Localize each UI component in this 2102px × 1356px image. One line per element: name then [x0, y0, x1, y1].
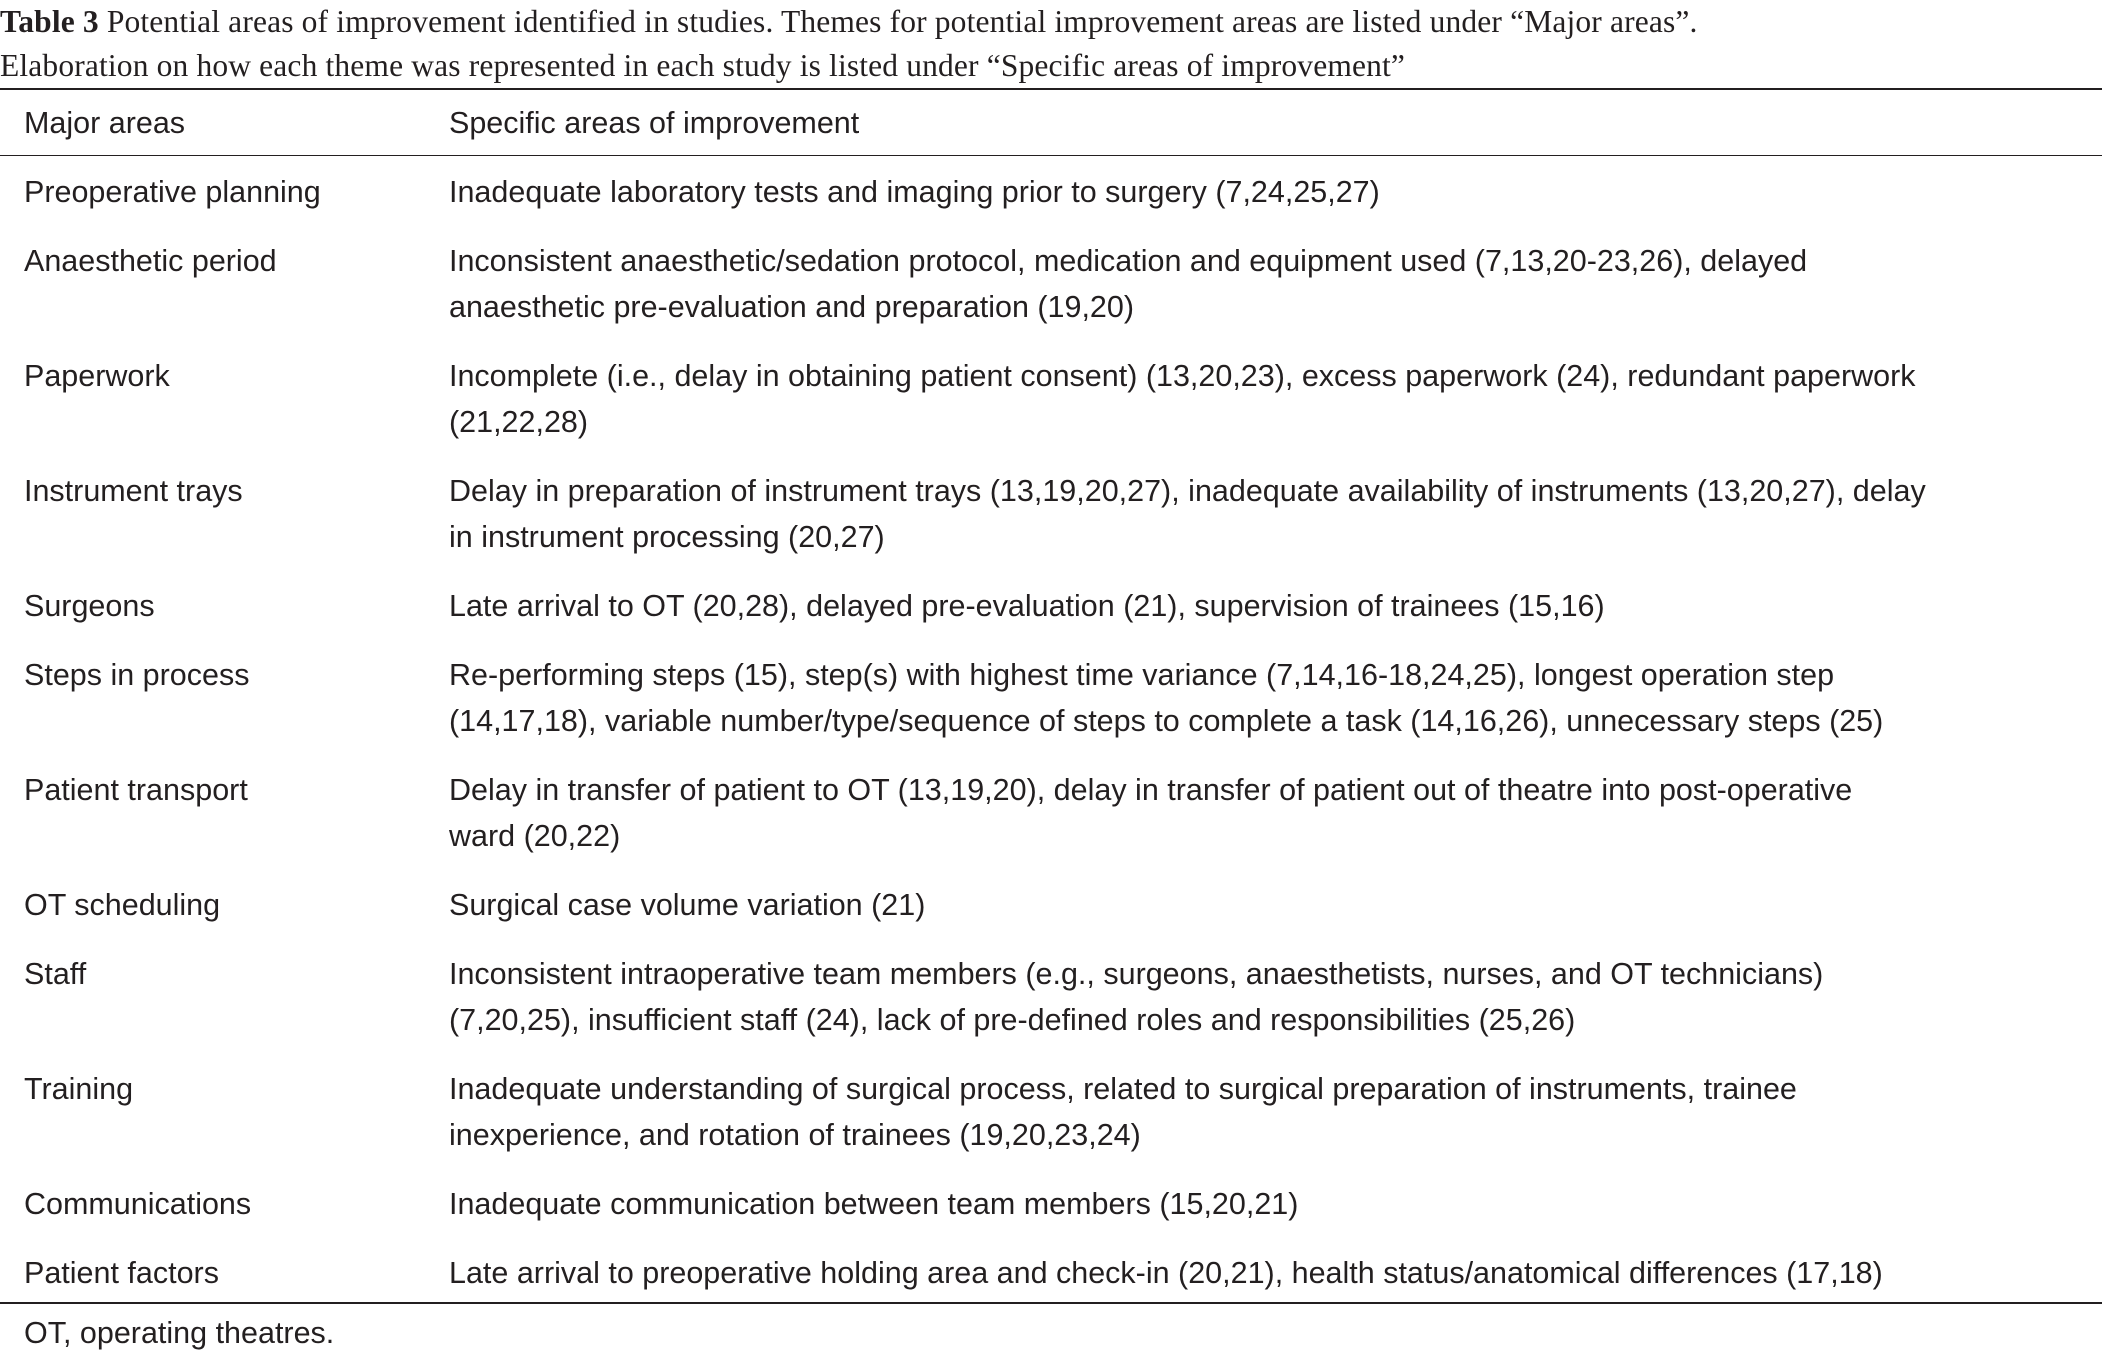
- major-area-cell: Paperwork: [24, 359, 170, 393]
- specific-areas-line: Surgical case volume variation (21): [449, 888, 926, 922]
- specific-areas-line: (7,20,25), insufficient staff (24), lack of pre-defined roles and responsibilities (25,26): [449, 1003, 1576, 1037]
- specific-areas-line: anaesthetic pre-evaluation and preparation (19,20): [449, 290, 1135, 324]
- caption-line-1: [0, 0, 2102, 44]
- specific-areas-cell: [449, 1066, 2101, 1158]
- caption-text-1: Potential areas of improvement identified in studies. Themes for potential improvement areas are listed under “Major areas”.: [98, 4, 1698, 39]
- table-top-rule: [0, 88, 2102, 90]
- table-bottom-rule: [0, 1302, 2102, 1304]
- specific-areas-cell: [449, 652, 2101, 744]
- specific-areas-line: Delay in transfer of patient to OT (13,19,20), delay in transfer of patient out of theatre into post-operative: [449, 773, 1853, 807]
- specific-areas-cell: [449, 882, 2101, 928]
- major-area-cell: Training: [24, 1072, 134, 1106]
- table-footnote: OT, operating theatres.: [24, 1316, 335, 1350]
- specific-areas-cell: [449, 583, 2101, 629]
- specific-areas-line: in instrument processing (20,27): [449, 520, 885, 554]
- specific-areas-cell: [449, 238, 2101, 330]
- major-area-cell: Steps in process: [24, 658, 250, 692]
- caption-line-2: Elaboration on how each theme was represented in each study is listed under “Specific areas of improvement”: [0, 48, 1406, 83]
- specific-areas-line: (21,22,28): [449, 405, 589, 439]
- major-area-cell: Patient transport: [24, 773, 248, 807]
- specific-areas-cell: [449, 468, 2101, 560]
- specific-areas-cell: [449, 951, 2101, 1043]
- major-area-cell: Anaesthetic period: [24, 244, 277, 278]
- specific-areas-cell: [449, 353, 2101, 445]
- specific-areas-line: (14,17,18), variable number/type/sequence of steps to complete a task (14,16,26), unnecessary steps (25): [449, 704, 1884, 738]
- specific-areas-line: ward (20,22): [449, 819, 621, 853]
- major-area-cell: Communications: [24, 1187, 252, 1221]
- specific-areas-line: Late arrival to OT (20,28), delayed pre-evaluation (21), supervision of trainees (15,16): [449, 589, 1605, 623]
- major-area-cell: Patient factors: [24, 1256, 219, 1290]
- specific-areas-line: Inconsistent anaesthetic/sedation protocol, medication and equipment used (7,13,20-23,26), delayed: [449, 244, 1808, 278]
- major-area-cell: Preoperative planning: [24, 175, 321, 209]
- specific-areas-line: Re-performing steps (15), step(s) with highest time variance (7,14,16-18,24,25), longest operation step: [449, 658, 1835, 692]
- table-header-rule: [0, 155, 2102, 156]
- specific-areas-line: Inadequate laboratory tests and imaging prior to surgery (7,24,25,27): [449, 175, 1380, 209]
- specific-areas-cell: [449, 169, 2101, 215]
- specific-areas-cell: [449, 1181, 2101, 1227]
- specific-areas-cell: [449, 1250, 2101, 1296]
- specific-areas-line: Delay in preparation of instrument trays (13,19,20,27), inadequate availability of instruments (13,20,27), delay: [449, 474, 1926, 508]
- table-caption: [0, 0, 2102, 88]
- specific-areas-line: Inadequate communication between team members (15,20,21): [449, 1187, 1299, 1221]
- specific-areas-line: Inadequate understanding of surgical process, related to surgical preparation of instruments, trainee: [449, 1072, 1797, 1106]
- header-major-areas: Major areas: [24, 106, 186, 140]
- header-specific-areas: Specific areas of improvement: [449, 106, 860, 140]
- specific-areas-cell: [449, 767, 2101, 859]
- major-area-cell: Surgeons: [24, 589, 155, 623]
- specific-areas-line: Inconsistent intraoperative team members (e.g., surgeons, anaesthetists, nurses, and OT technicians): [449, 957, 1824, 991]
- caption-label: Table 3: [0, 4, 99, 39]
- specific-areas-line: Late arrival to preoperative holding area and check-in (20,21), health status/anatomical differences (17,18): [449, 1256, 1883, 1290]
- specific-areas-line: Incomplete (i.e., delay in obtaining patient consent) (13,20,23), excess paperwork (24), redundant paperwork: [449, 359, 1916, 393]
- major-area-cell: Instrument trays: [24, 474, 243, 508]
- major-area-cell: Staff: [24, 957, 87, 991]
- major-area-cell: OT scheduling: [24, 888, 221, 922]
- specific-areas-line: inexperience, and rotation of trainees (19,20,23,24): [449, 1118, 1141, 1152]
